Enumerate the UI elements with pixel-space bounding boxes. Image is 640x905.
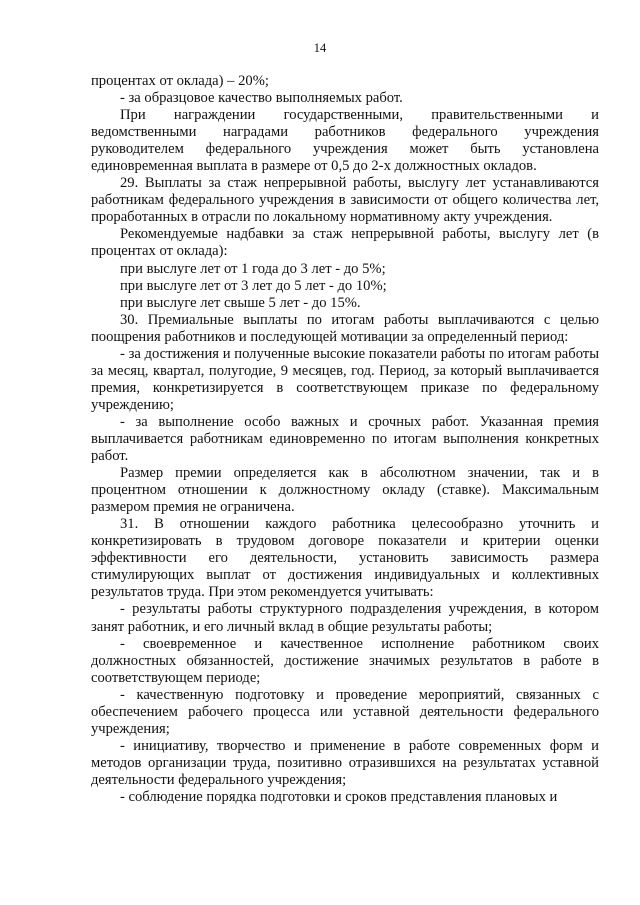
- paragraph: - за образцовое качество выполняемых работ.: [120, 90, 403, 107]
- paragraph: 31. В отношении каждого работника целесообразно уточнить и конкретизировать в трудовом договоре показатели и критерии оценки эффективности его деятельности, установить зависимость размера стимулирующих выплат от достижения индивидуальных и коллективных результатов труда. При этом рекомендуется учитывать:: [91, 516, 599, 601]
- list-item: - качественную подготовку и проведение мероприятий, связанных с обеспечением рабочего процесса или уставной деятельности федерального учреждения;: [91, 686, 599, 737]
- list-item: - инициативу, творчество и применение в работе современных форм и методов организации труда, позитивно отразившихся на результатах уставной деятельности федерального учреждения;: [91, 737, 599, 788]
- list-item: при выслуге лет от 1 года до 3 лет - до 5%;: [120, 260, 386, 277]
- list-item: - за достижения и полученные высокие показатели работы по итогам работы за месяц, квартал, полугодие, 9 месяцев, год. Период, за который выплачивается премия, конкретизируется в соответствующем приказе по федеральному учреждению;: [91, 345, 599, 413]
- list-item: - результаты работы структурного подразделения учреждения, в котором занят работник, и его личный вклад в общие результаты работы;: [91, 601, 599, 635]
- page-number: 14: [313, 41, 327, 55]
- paragraph: Рекомендуемые надбавки за стаж непрерывной работы, выслугу лет (в процентах от оклада):: [91, 226, 599, 260]
- list-item: - соблюдение порядка подготовки и сроков представления плановых и: [120, 788, 558, 805]
- list-item: при выслуге лет свыше 5 лет - до 15%.: [120, 294, 361, 311]
- paragraph: При награждении государственными, правительственными и ведомственными наградами работников федерального учреждения руководителем федерального учреждения может быть установлена единовременная выплата в размере от 0,5 до 2-х должностных окладов.: [91, 107, 599, 175]
- paragraph: Размер премии определяется как в абсолютном значении, так и в процентном отношении к должностному окладу (ставке). Максимальным размером премия не ограничена.: [91, 465, 599, 516]
- list-item: при выслуге лет от 3 лет до 5 лет - до 10%;: [120, 277, 387, 294]
- document-body: [91, 73, 599, 806]
- paragraph: 29. Выплаты за стаж непрерывной работы, выслугу лет устанавливаются работникам федерального учреждения в зависимости от общего количества лет, проработанных в отрасли по локальному нормативному акту учреждения.: [91, 175, 599, 226]
- paragraph: 30. Премиальные выплаты по итогам работы выплачиваются с целью поощрения работников и последующей мотивации за определенный период:: [91, 311, 599, 345]
- paragraph: процентах от оклада) – 20%;: [91, 73, 269, 89]
- list-item: - за выполнение особо важных и срочных работ. Указанная премия выплачивается работникам единовременно по итогам выполнения конкретных работ.: [91, 413, 599, 465]
- list-item: - своевременное и качественное исполнение работником своих должностных обязанностей, достижение значимых результатов в работе в соответствующем периоде;: [91, 635, 599, 686]
